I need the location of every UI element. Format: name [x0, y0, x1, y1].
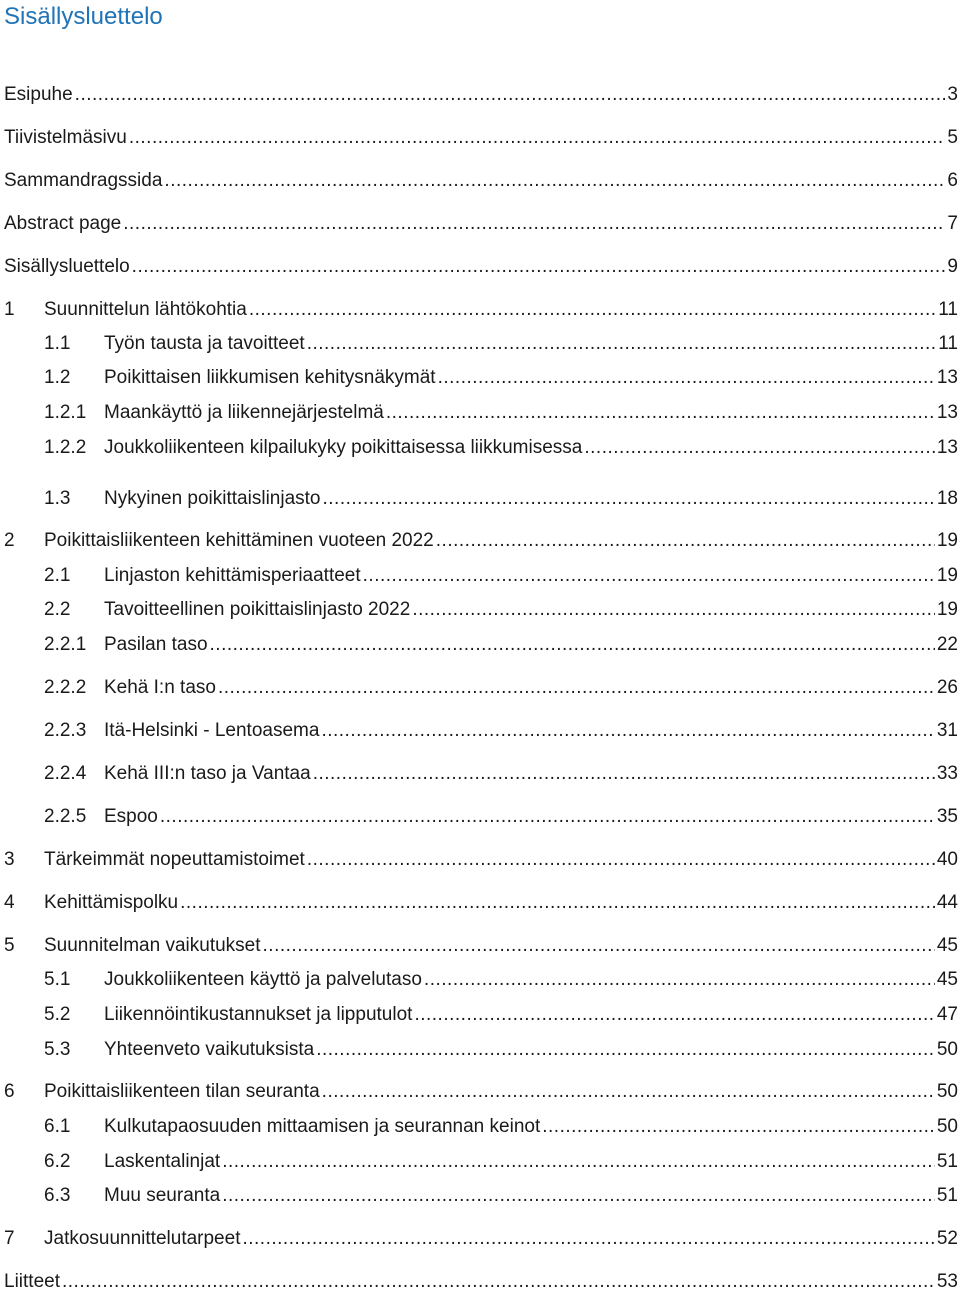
toc-entry-page: 3 — [947, 84, 958, 105]
toc-entry-number: 2.2.4 — [44, 763, 87, 784]
toc-entry-label: Pasilan taso — [104, 634, 208, 655]
toc-entry-page: 11 — [938, 333, 958, 354]
toc-entry-number: 1.1 — [44, 333, 71, 354]
dot-leader — [222, 1151, 935, 1173]
toc-entry-page: 35 — [936, 806, 958, 827]
toc-entry[interactable] — [44, 802, 958, 828]
toc-entry-label: Tiivistelmäsivu — [4, 127, 127, 148]
toc-entry-number: 3 — [4, 849, 15, 870]
toc-entry-page: 22 — [936, 634, 958, 655]
dot-leader — [242, 1228, 934, 1250]
toc-entry-label: Työn tausta ja tavoitteet — [104, 333, 305, 354]
toc-entry-page: 33 — [936, 763, 958, 784]
toc-entry-page: 19 — [936, 530, 958, 551]
toc-entry-label: Suunnitelman vaikutukset — [44, 935, 261, 956]
toc-entry-page: 40 — [936, 849, 958, 870]
toc-entry-label: Kulkutapaosuuden mittaamisen ja seurannan keinot — [104, 1116, 541, 1137]
toc-entry[interactable] — [4, 845, 958, 871]
toc-entry[interactable] — [44, 965, 958, 991]
toc-entry[interactable] — [4, 1224, 958, 1250]
toc-entry[interactable] — [44, 759, 958, 785]
toc-entry-page: 19 — [936, 565, 958, 586]
toc-entry[interactable] — [4, 209, 958, 235]
dot-leader — [307, 333, 937, 355]
toc-entry-page: 50 — [936, 1039, 958, 1060]
dot-leader — [62, 1271, 935, 1293]
toc-entry-number: 2.2.5 — [44, 806, 87, 827]
dot-leader — [132, 256, 946, 278]
toc-entry-page: 31 — [936, 720, 958, 741]
toc-entry[interactable] — [44, 716, 958, 742]
toc-entry-page: 11 — [938, 299, 958, 320]
toc-entry-label: Linjaston kehittämisperiaatteet — [104, 565, 361, 586]
toc-entry-page: 5 — [947, 127, 958, 148]
toc-entry[interactable] — [4, 123, 958, 149]
dot-leader — [123, 213, 945, 235]
toc-entry-label: Esipuhe — [4, 84, 73, 105]
toc-entry-number: 5.2 — [44, 1004, 71, 1025]
toc-entry[interactable] — [4, 1077, 958, 1103]
toc-entry-label: Nykyinen poikittaislinjasto — [104, 488, 321, 509]
page-title: Sisällysluettelo — [4, 3, 163, 30]
toc-entry-number: 6.1 — [44, 1116, 71, 1137]
toc-entry[interactable] — [44, 1147, 958, 1173]
dot-leader — [412, 599, 935, 621]
toc-entry-page: 50 — [936, 1116, 958, 1137]
dot-leader — [160, 806, 935, 828]
toc-entry[interactable] — [44, 561, 958, 587]
toc-entry-number: 1 — [4, 299, 15, 320]
dot-leader — [218, 677, 935, 699]
dot-leader — [263, 935, 935, 957]
toc-entry-number: 2 — [4, 530, 15, 551]
toc-entry-label: Kehä III:n taso ja Vantaa — [104, 763, 311, 784]
toc-entry-label: Yhteenveto vaikutuksista — [104, 1039, 315, 1060]
dot-leader — [313, 763, 935, 785]
toc-entry[interactable] — [44, 1112, 958, 1138]
toc-entry-page: 45 — [936, 969, 958, 990]
toc-entry[interactable] — [4, 526, 958, 552]
dot-leader — [414, 1004, 934, 1026]
toc-entry[interactable] — [44, 1035, 958, 1061]
toc-entry-label: Tavoitteellinen poikittaislinjasto 2022 — [104, 599, 411, 620]
dot-leader — [222, 1185, 935, 1207]
toc-entry-page: 51 — [936, 1185, 958, 1206]
toc-entry[interactable] — [4, 931, 958, 957]
toc-entry-number: 1.3 — [44, 488, 71, 509]
toc-entry[interactable] — [4, 166, 958, 192]
dot-leader — [438, 367, 935, 389]
toc-entry-number: 1.2.2 — [44, 437, 87, 458]
dot-leader — [307, 849, 935, 871]
toc-entry-label: Poikittaisen liikkumisen kehitysnäkymät — [104, 367, 436, 388]
toc-entry-label: Kehittämispolku — [44, 892, 179, 913]
toc-entry-label: Suunnittelun lähtökohtia — [44, 299, 247, 320]
toc-entry-number: 2.2.1 — [44, 634, 87, 655]
toc-entry-label: Itä-Helsinki - Lentoasema — [104, 720, 320, 741]
toc-entry-number: 6 — [4, 1081, 15, 1102]
toc-entry-page: 13 — [936, 437, 958, 458]
toc-entry-label: Poikittaisliikenteen tilan seuranta — [44, 1081, 320, 1102]
dot-leader — [129, 127, 946, 149]
toc-entry-label: Kehä I:n taso — [104, 677, 216, 698]
dot-leader — [386, 402, 935, 424]
toc-entry-label: Liikennöintikustannukset ja lipputulot — [104, 1004, 413, 1025]
toc-entry-label: Muu seuranta — [104, 1185, 221, 1206]
toc-entry-page: 44 — [936, 892, 958, 913]
toc-entry-page: 18 — [936, 488, 958, 509]
dot-leader — [436, 530, 935, 552]
toc-entry-page: 13 — [936, 367, 958, 388]
dot-leader — [323, 488, 935, 510]
toc-entry-number: 2.2 — [44, 599, 71, 620]
toc-entry-number: 1.2 — [44, 367, 71, 388]
toc-entry[interactable] — [44, 484, 958, 510]
toc-entry-number: 6.3 — [44, 1185, 71, 1206]
toc-entry-page: 45 — [936, 935, 958, 956]
toc-entry-number: 4 — [4, 892, 15, 913]
toc-entry-page: 26 — [936, 677, 958, 698]
toc-entry[interactable] — [44, 1000, 958, 1026]
toc-entry-page: 19 — [936, 599, 958, 620]
toc-entry-label: Poikittaisliikenteen kehittäminen vuoteen 2022 — [44, 530, 434, 551]
dot-leader — [321, 720, 934, 742]
dot-leader — [316, 1039, 935, 1061]
toc-entry-page: 50 — [936, 1081, 958, 1102]
toc-entry[interactable] — [4, 888, 958, 914]
toc-entry-label: Espoo — [104, 806, 158, 827]
toc-entry-number: 6.2 — [44, 1151, 71, 1172]
toc-entry[interactable] — [4, 1267, 958, 1293]
dot-leader — [75, 84, 946, 106]
toc-entry-page: 13 — [936, 402, 958, 423]
toc-entry[interactable] — [44, 595, 958, 621]
toc-entry-label: Joukkoliikenteen kilpailukyky poikittaisessa liikkumisessa — [104, 437, 583, 458]
toc-entry-label: Maankäyttö ja liikennejärjestelmä — [104, 402, 384, 423]
dot-leader — [249, 299, 936, 321]
dot-leader — [363, 565, 935, 587]
toc-entry-label: Sammandragssida — [4, 170, 163, 191]
toc-entry-page: 51 — [936, 1151, 958, 1172]
dot-leader — [424, 969, 935, 991]
toc-entry-number: 1.2.1 — [44, 402, 87, 423]
dot-leader — [584, 437, 934, 459]
toc-entry-page: 9 — [947, 256, 958, 277]
dot-leader — [164, 170, 945, 192]
toc-entry-page: 53 — [936, 1271, 958, 1292]
toc-entry[interactable] — [44, 433, 958, 459]
toc-entry-number: 2.2.3 — [44, 720, 87, 741]
toc-entry-number: 2.2.2 — [44, 677, 87, 698]
toc-entry-page: 47 — [936, 1004, 958, 1025]
toc-entry-label: Laskentalinjat — [104, 1151, 221, 1172]
toc-entry-page: 7 — [947, 213, 958, 234]
toc-entry[interactable] — [44, 1181, 958, 1207]
toc-entry-number: 5.1 — [44, 969, 71, 990]
toc-entry[interactable] — [44, 673, 958, 699]
toc-entry[interactable] — [44, 398, 958, 424]
toc-entry-page: 6 — [947, 170, 958, 191]
dot-leader — [180, 892, 935, 914]
toc-entry[interactable] — [4, 252, 958, 278]
dot-leader — [322, 1081, 935, 1103]
toc-entry-label: Abstract page — [4, 213, 122, 234]
toc-entry[interactable] — [4, 295, 958, 321]
toc-entry[interactable] — [4, 80, 958, 106]
toc-entry[interactable] — [44, 630, 958, 656]
toc-entry-number: 5.3 — [44, 1039, 71, 1060]
toc-entry-number: 7 — [4, 1228, 15, 1249]
toc-entry-label: Sisällysluettelo — [4, 256, 130, 277]
toc-entry-label: Liitteet — [4, 1271, 60, 1292]
toc-entry-label: Jatkosuunnittelutarpeet — [44, 1228, 241, 1249]
toc-entry-number: 5 — [4, 935, 15, 956]
toc-entry-label: Joukkoliikenteen käyttö ja palvelutaso — [104, 969, 422, 990]
toc-entry-label: Tärkeimmät nopeuttamistoimet — [44, 849, 305, 870]
toc-entry[interactable] — [44, 329, 958, 355]
toc-entry-page: 52 — [936, 1228, 958, 1249]
toc-entry[interactable] — [44, 363, 958, 389]
dot-leader — [210, 634, 935, 656]
dot-leader — [542, 1116, 935, 1138]
toc-entry-number: 2.1 — [44, 565, 71, 586]
